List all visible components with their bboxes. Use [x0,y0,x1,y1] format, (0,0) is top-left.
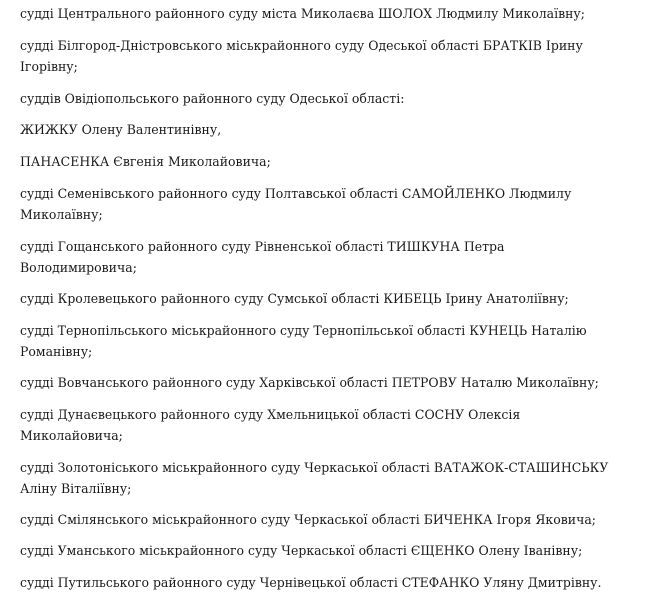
paragraph-samoilenko: судді Семенівського районного суду Полтавської області САМОЙЛЕНКО Людмилу Миколаївну; [20,187,572,223]
paragraph-kunets: судді Тернопільського міськрайонного суду Тернопільської області КУНЕЦЬ Наталію Романівну; [20,324,587,360]
paragraph-bratkiv: судді Білгород-Дністровського міськрайонного суду Одеської області БРАТКІВ Ірину Ігорівну; [20,39,583,75]
paragraph-zhyzhka: ЖИЖКУ Олену Валентинівну, [20,123,222,138]
paragraph-kybets: судді Кролевецького районного суду Сумської області КИБЕЦЬ Ірину Анатоліївну; [20,292,569,307]
paragraph-petrova: судді Вовчанського районного суду Харківської області ПЕТРОВУ Наталю Миколаївну; [20,376,599,391]
paragraph-shokh: судді Центрального районного суду міста Миколаєва ШОЛОХ Людмилу Миколаївну; [20,7,585,22]
paragraph-panasenko: ПАНАСЕНКА Євгенія Миколайовича; [20,155,271,170]
paragraph-ovidiopol: суддів Овідіопольського районного суду Одеської області: [20,92,405,107]
paragraph-stefanko: судді Путильського районного суду Чернівецької області СТЕФАНКО Уляну Дмитрівну. [20,576,602,591]
paragraph-yeshchenko: судді Уманського міськрайонного суду Черкаської області ЄЩЕНКО Олену Іванівну; [20,544,583,559]
paragraph-vatazhok: судді Золотоніського міськрайонного суду Черкаської області ВАТАЖОК-СТАШИНСЬКУ Аліну Віталіївну; [20,461,609,497]
paragraph-sosna: судді Дунаєвецького районного суду Хмельницької області СОСНУ Олексія Миколайовича; [20,408,521,444]
paragraph-tyshkun: судді Гощанського районного суду Рівненської області ТИШКУНА Петра Володимировича; [20,240,505,276]
paragraph-bychenko: судді Смілянського міськрайонного суду Черкаської області БИЧЕНКА Ігоря Яковича; [20,513,596,528]
